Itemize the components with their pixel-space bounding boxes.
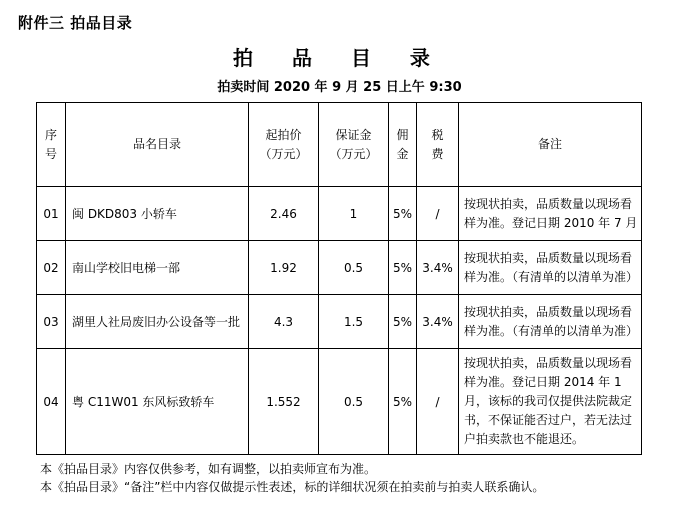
auction-time: 拍卖时间 2020 年 9 月 25 日上午 9:30 xyxy=(217,80,462,95)
row-name: 南山学校旧电梯一部 xyxy=(66,241,249,295)
row-no: 03 xyxy=(37,295,66,349)
row-start-price: 1.552 xyxy=(249,349,319,455)
appendix-title: 附件三 拍品目录 xyxy=(18,14,133,32)
row-name: 湖里人社局废旧办公设备等一批 xyxy=(66,295,249,349)
header-name: 品名目录 xyxy=(66,103,249,187)
row-deposit: 0.5 xyxy=(319,349,389,455)
table-row xyxy=(37,187,642,241)
header-row xyxy=(37,103,642,187)
row-tax: / xyxy=(417,349,459,455)
row-deposit: 1 xyxy=(319,187,389,241)
row-start-price: 2.46 xyxy=(249,187,319,241)
row-note: 按现状拍卖，品质数量以现场看样为准。（有清单的以清单为准） xyxy=(459,295,642,349)
row-tax: 3.4% xyxy=(417,241,459,295)
row-no: 04 xyxy=(37,349,66,455)
row-start-price: 4.3 xyxy=(249,295,319,349)
row-tax: 3.4% xyxy=(417,295,459,349)
footnote: 本《拍品目录》“备注”栏中内容仅做提示性表述，标的详细状况须在拍卖前与拍卖人联系确认。 xyxy=(40,480,545,494)
header-tax: 税 费 xyxy=(417,103,459,187)
row-deposit: 1.5 xyxy=(319,295,389,349)
table-row xyxy=(37,349,642,455)
row-name: 粤 C11W01 东风标致轿车 xyxy=(66,349,249,455)
footnote: 本《拍品目录》内容仅供参考，如有调整，以拍卖师宣布为准。 xyxy=(40,462,377,476)
row-commission: 5% xyxy=(389,349,417,455)
row-deposit: 0.5 xyxy=(319,241,389,295)
header-note: 备注 xyxy=(459,103,642,187)
row-commission: 5% xyxy=(389,187,417,241)
row-tax: / xyxy=(417,187,459,241)
header-commission: 佣 金 xyxy=(389,103,417,187)
footnotes xyxy=(40,460,544,496)
row-commission: 5% xyxy=(389,241,417,295)
row-no: 01 xyxy=(37,187,66,241)
row-note: 按现状拍卖，品质数量以现场看样为准。登记日期 2014 年 1 月，该标的我司仅提供法院裁定书，不保证能否过户，若无法过户拍卖款也不能退还。 xyxy=(459,349,642,455)
table-row xyxy=(37,295,642,349)
row-note: 按现状拍卖，品质数量以现场看样为准。（有清单的以清单为准） xyxy=(459,241,642,295)
header-start-price: 起拍价 （万元） xyxy=(249,103,319,187)
row-no: 02 xyxy=(37,241,66,295)
lot-table xyxy=(36,102,642,455)
table-row xyxy=(37,241,642,295)
row-commission: 5% xyxy=(389,295,417,349)
row-note: 按现状拍卖，品质数量以现场看样为准。登记日期 2010 年 7 月 xyxy=(459,187,642,241)
header-no: 序 号 xyxy=(37,103,66,187)
row-start-price: 1.92 xyxy=(249,241,319,295)
header-deposit: 保证金 （万元） xyxy=(319,103,389,187)
row-name: 闽 DKD803 小轿车 xyxy=(66,187,249,241)
page-title: 拍 品 目 录 xyxy=(233,46,446,70)
